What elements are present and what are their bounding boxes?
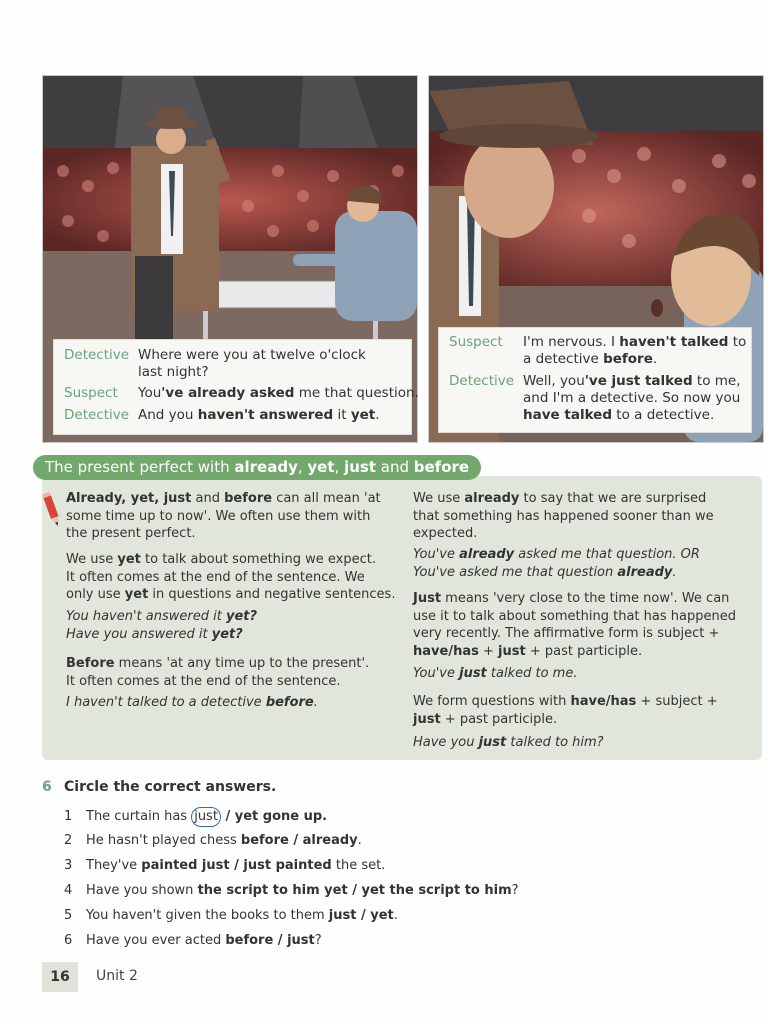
speaker-label: Suspect: [449, 334, 503, 350]
dialogue-text: Where were you at twelve o'clock: [138, 347, 366, 363]
answer-options[interactable]: the script to him yet / yet the script to him: [197, 883, 512, 898]
speaker-label: Detective: [64, 407, 130, 423]
speaker-label: Detective: [64, 347, 130, 363]
dialogue-text: last night?: [138, 364, 209, 380]
grammar-example: Have you answered it yet?: [66, 627, 243, 642]
dialogue-text: have talked to a detective.: [523, 407, 715, 423]
grammar-example: You've just talked to me.: [413, 666, 578, 681]
answer-options[interactable]: painted just / just painted: [141, 858, 332, 873]
dialogue-text: and I'm a detective. So now you: [523, 390, 741, 406]
exercise-item: 2 He hasn't played chess before / already.: [64, 833, 362, 848]
speaker-label: Detective: [449, 373, 515, 389]
grammar-paragraph: Before means 'at any time up to the present'. It often comes at the end of the sentence.: [66, 656, 370, 689]
item-number: 1: [64, 809, 73, 824]
dialogue-caption-1: [53, 339, 419, 435]
grammar-paragraph: We form questions with have/has + subject + just + past participle.: [413, 694, 718, 727]
grammar-paragraph: Just means 'very close to the time now'. We can use it to talk about something that has happened very recently. The affirmative form is subject + have/has + just + past participle.: [413, 591, 736, 659]
speaker-label: Suspect: [64, 385, 118, 401]
dialogue-text: Well, you've just talked to me,: [523, 373, 741, 389]
grammar-paragraph: We use already to say that we are surprised that something has happened sooner than we expected.: [413, 491, 714, 541]
exercise-instruction: Circle the correct answers.: [64, 779, 277, 795]
answer-options[interactable]: before / already: [240, 833, 358, 848]
pencil-icon: [42, 490, 62, 530]
answer-options[interactable]: before / just: [225, 933, 315, 948]
unit-label: Unit 2: [96, 968, 138, 984]
exercise-item: 5 You haven't given the books to them just / yet.: [64, 908, 398, 923]
dialogue-text: And you haven't answered it yet.: [138, 407, 380, 423]
grammar-title: The present perfect with already, yet, just and before: [33, 455, 481, 480]
grammar-example: You've asked me that question already.: [413, 565, 677, 580]
grammar-example: You haven't answered it yet?: [66, 609, 258, 624]
answer-options[interactable]: just / yet: [328, 908, 394, 923]
circled-answer[interactable]: just: [191, 807, 221, 827]
exercise-item: 6 Have you ever acted before / just?: [64, 933, 322, 948]
grammar-paragraph: Already, yet, just and before can all mean 'at some time up to now'. We often use them with the present perfect.: [66, 491, 381, 541]
grammar-example: I haven't talked to a detective before.: [66, 695, 318, 710]
grammar-example: You've already asked me that question. OR: [413, 547, 700, 562]
dialogue-caption-2: [438, 327, 752, 433]
grammar-paragraph: We use yet to talk about something we expect. It often comes at the end of the sentence. We only use yet in questions and negative sentences.: [66, 552, 396, 602]
page-number: 16: [42, 962, 78, 992]
item-number: 2: [64, 833, 73, 848]
item-number: 6: [64, 933, 73, 948]
dialogue-text: a detective before.: [523, 351, 658, 367]
exercise-item: 1 The curtain has just / yet gone up.: [64, 807, 327, 827]
dialogue-text: I'm nervous. I haven't talked to: [523, 334, 747, 350]
dialogue-text: You've already asked me that question.: [138, 385, 419, 401]
grammar-example: Have you just talked to him?: [413, 735, 604, 750]
exercise-item: 4 Have you shown the script to him yet / yet the script to him?: [64, 883, 519, 898]
item-number: 3: [64, 858, 73, 873]
item-number: 4: [64, 883, 73, 898]
exercise-number: 6: [42, 779, 52, 795]
item-number: 5: [64, 908, 73, 923]
exercise-item: 3 They've painted just / just painted the set.: [64, 858, 386, 873]
